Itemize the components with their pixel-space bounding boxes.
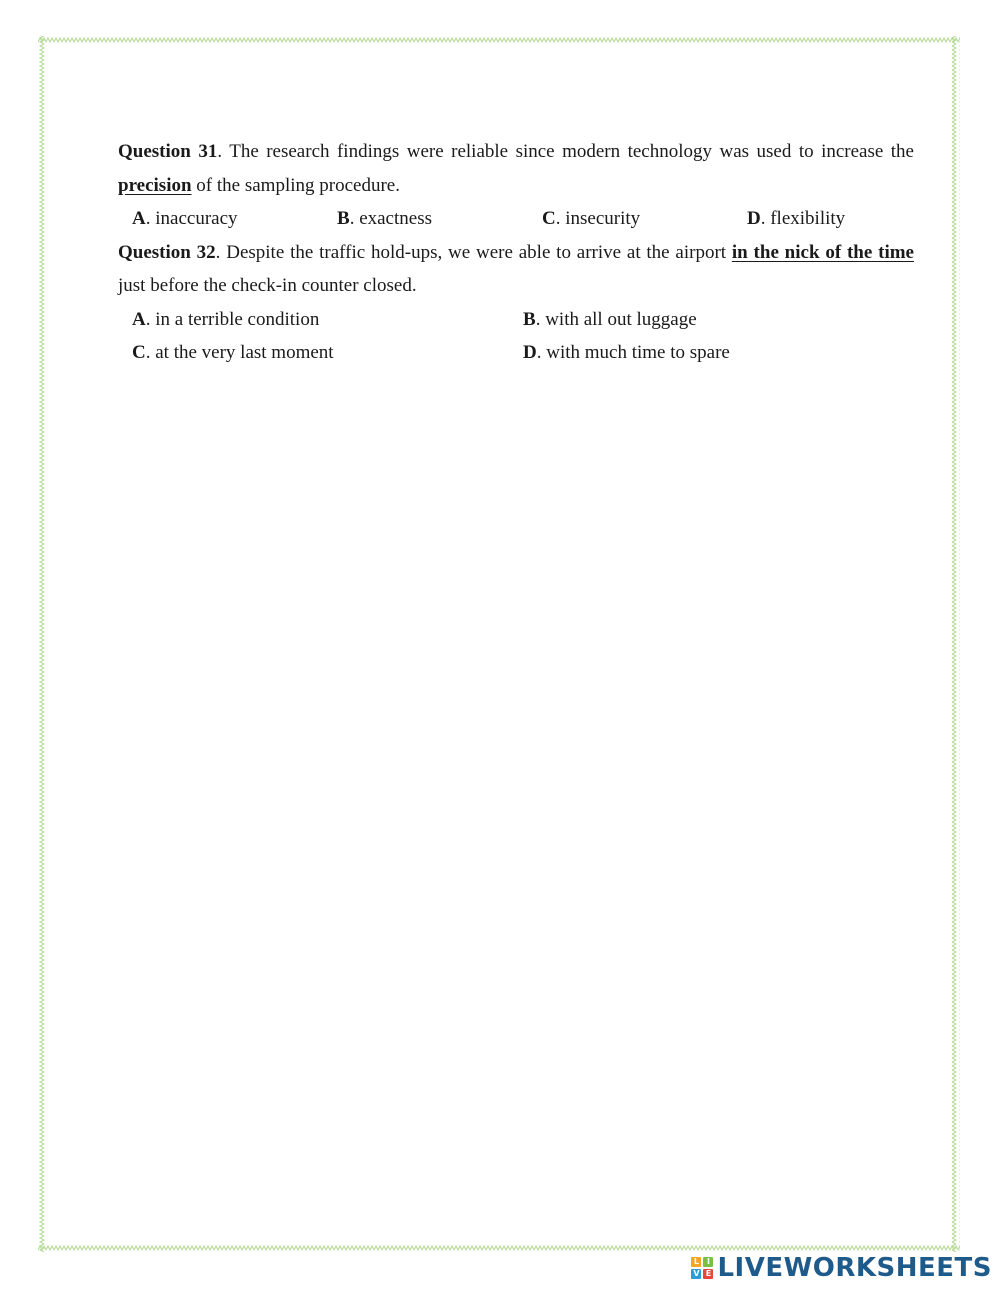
option-c[interactable] (132, 336, 523, 370)
question-text-before: . Despite the traffic hold-ups, we were able to arrive at the airport (215, 241, 732, 263)
option-letter: D (747, 208, 761, 229)
question-text-before: . The research findings were reliable since modern technology was used to increase the (217, 141, 914, 162)
logo-tile: V (693, 1269, 700, 1278)
question-31-options (132, 202, 914, 236)
option-letter: A (132, 208, 146, 229)
option-text: . flexibility (760, 208, 846, 229)
option-c[interactable] (542, 202, 747, 236)
question-text-after: of the sampling procedure. (191, 174, 400, 196)
brand-name: LIVEWORKSHEETS (717, 1253, 992, 1283)
logo-tile: L (691, 1257, 701, 1267)
question-keyword: precision (118, 174, 192, 196)
liveworksheets-logo[interactable] (691, 1253, 992, 1283)
option-letter: D (523, 342, 537, 363)
option-text: . inaccuracy (145, 208, 238, 229)
logo-tile: I (703, 1257, 713, 1267)
option-d[interactable] (523, 336, 914, 370)
option-letter: B (337, 208, 350, 229)
worksheet-content (118, 135, 914, 370)
logo-tile: E (703, 1269, 713, 1279)
option-text: . with all out luggage (535, 308, 697, 330)
option-text: . at the very last moment (145, 342, 334, 363)
option-b[interactable] (337, 202, 542, 236)
question-label: Question 31 (118, 141, 218, 162)
option-letter: B (523, 308, 536, 330)
option-b[interactable] (523, 303, 914, 337)
question-32 (118, 236, 914, 303)
option-text: . exactness (349, 208, 432, 229)
logo-mark-icon (691, 1257, 713, 1279)
question-keyword: in the nick of the time (731, 241, 914, 263)
option-text: . with much time to spare (536, 342, 730, 363)
option-d[interactable] (747, 202, 845, 236)
option-a[interactable] (132, 303, 523, 337)
option-text: . insecurity (555, 208, 641, 229)
question-32-options-row-1 (132, 303, 914, 337)
option-letter: A (132, 308, 146, 330)
option-letter: C (132, 342, 146, 363)
question-label: Question 32 (118, 241, 216, 263)
question-text-after: just before the check-in counter closed. (118, 275, 417, 296)
question-31 (118, 135, 914, 202)
option-a[interactable] (132, 202, 337, 236)
option-letter: C (542, 208, 556, 229)
question-32-options-row-2 (132, 336, 914, 370)
option-text: . in a terrible condition (145, 308, 320, 330)
